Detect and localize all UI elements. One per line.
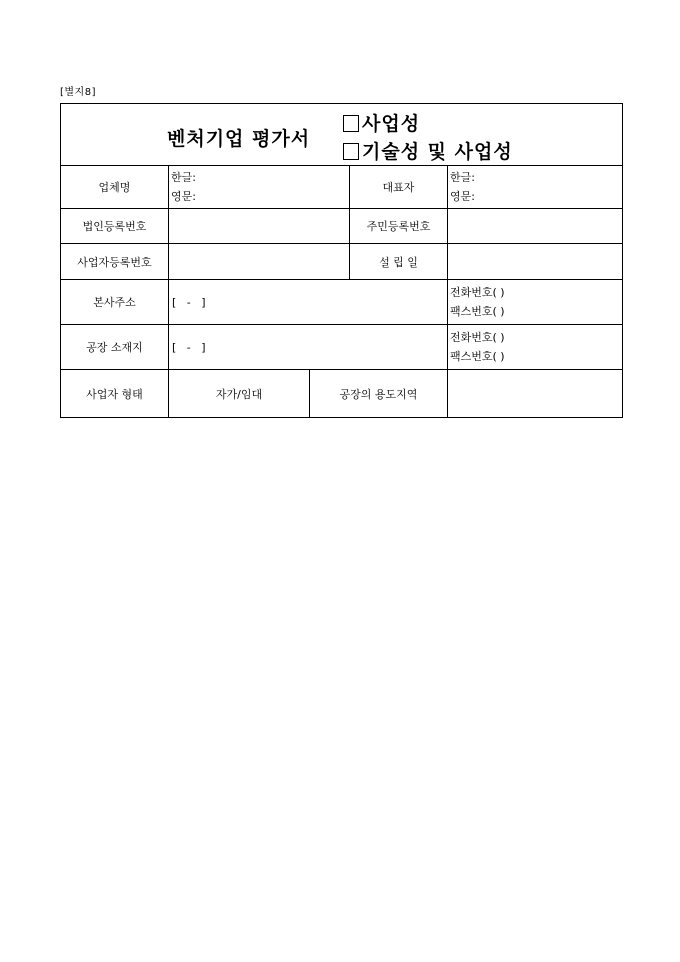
form-title: 벤처기업 평가서 <box>167 128 311 150</box>
hq-contact-field[interactable] <box>448 280 623 325</box>
title-option-tech-business-label: 기술성 및 사업성 <box>362 141 513 163</box>
resident-reg-no-label: 주민등록번호 <box>350 209 448 244</box>
row-business-registration <box>61 244 623 280</box>
title-option-business[interactable] <box>343 109 420 136</box>
title-cell <box>61 104 623 166</box>
factory-location-field[interactable]: [ - ] <box>169 325 448 370</box>
company-name-label: 업체명 <box>61 166 169 209</box>
hq-phone: 전화번호( ) <box>450 286 505 299</box>
corp-reg-no-field[interactable] <box>169 209 350 244</box>
representative-korean: 한글: <box>450 171 475 184</box>
annex-label: [별지8] <box>60 87 96 98</box>
checkbox-tech-business[interactable] <box>343 143 359 160</box>
row-factory-location <box>61 325 623 370</box>
company-name-korean: 한글: <box>171 171 196 184</box>
factory-zone-label: 공장의 용도지역 <box>310 370 448 418</box>
row-registration-numbers <box>61 209 623 244</box>
row-hq-address <box>61 280 623 325</box>
company-name-english: 영문: <box>171 190 196 203</box>
company-name-field[interactable] <box>169 166 350 209</box>
representative-english: 영문: <box>450 190 475 203</box>
row-company-name <box>61 166 623 209</box>
business-type-value[interactable]: 자가/임대 <box>169 370 310 418</box>
title-option-tech-business[interactable] <box>343 137 513 164</box>
biz-reg-no-label: 사업자등록번호 <box>61 244 169 280</box>
factory-location-label: 공장 소재지 <box>61 325 169 370</box>
representative-label: 대표자 <box>350 166 448 209</box>
business-type-label: 사업자 형태 <box>61 370 169 418</box>
hq-address-label: 본사주소 <box>61 280 169 325</box>
hq-address-field[interactable]: [ - ] <box>169 280 448 325</box>
title-option-business-label: 사업성 <box>362 113 421 135</box>
established-label: 설 립 일 <box>350 244 448 280</box>
biz-reg-no-field[interactable] <box>169 244 350 280</box>
row-business-type <box>61 370 623 418</box>
representative-field[interactable] <box>448 166 623 209</box>
factory-zone-field[interactable] <box>448 370 623 418</box>
resident-reg-no-field[interactable] <box>448 209 623 244</box>
factory-contact-field[interactable] <box>448 325 623 370</box>
title-row <box>61 104 623 166</box>
checkbox-business[interactable] <box>343 115 359 132</box>
corp-reg-no-label: 법인등록번호 <box>61 209 169 244</box>
factory-phone: 전화번호( ) <box>450 331 505 344</box>
factory-fax: 팩스번호( ) <box>450 350 505 363</box>
venture-evaluation-form <box>60 103 623 418</box>
established-field[interactable] <box>448 244 623 280</box>
hq-fax: 팩스번호( ) <box>450 305 505 318</box>
